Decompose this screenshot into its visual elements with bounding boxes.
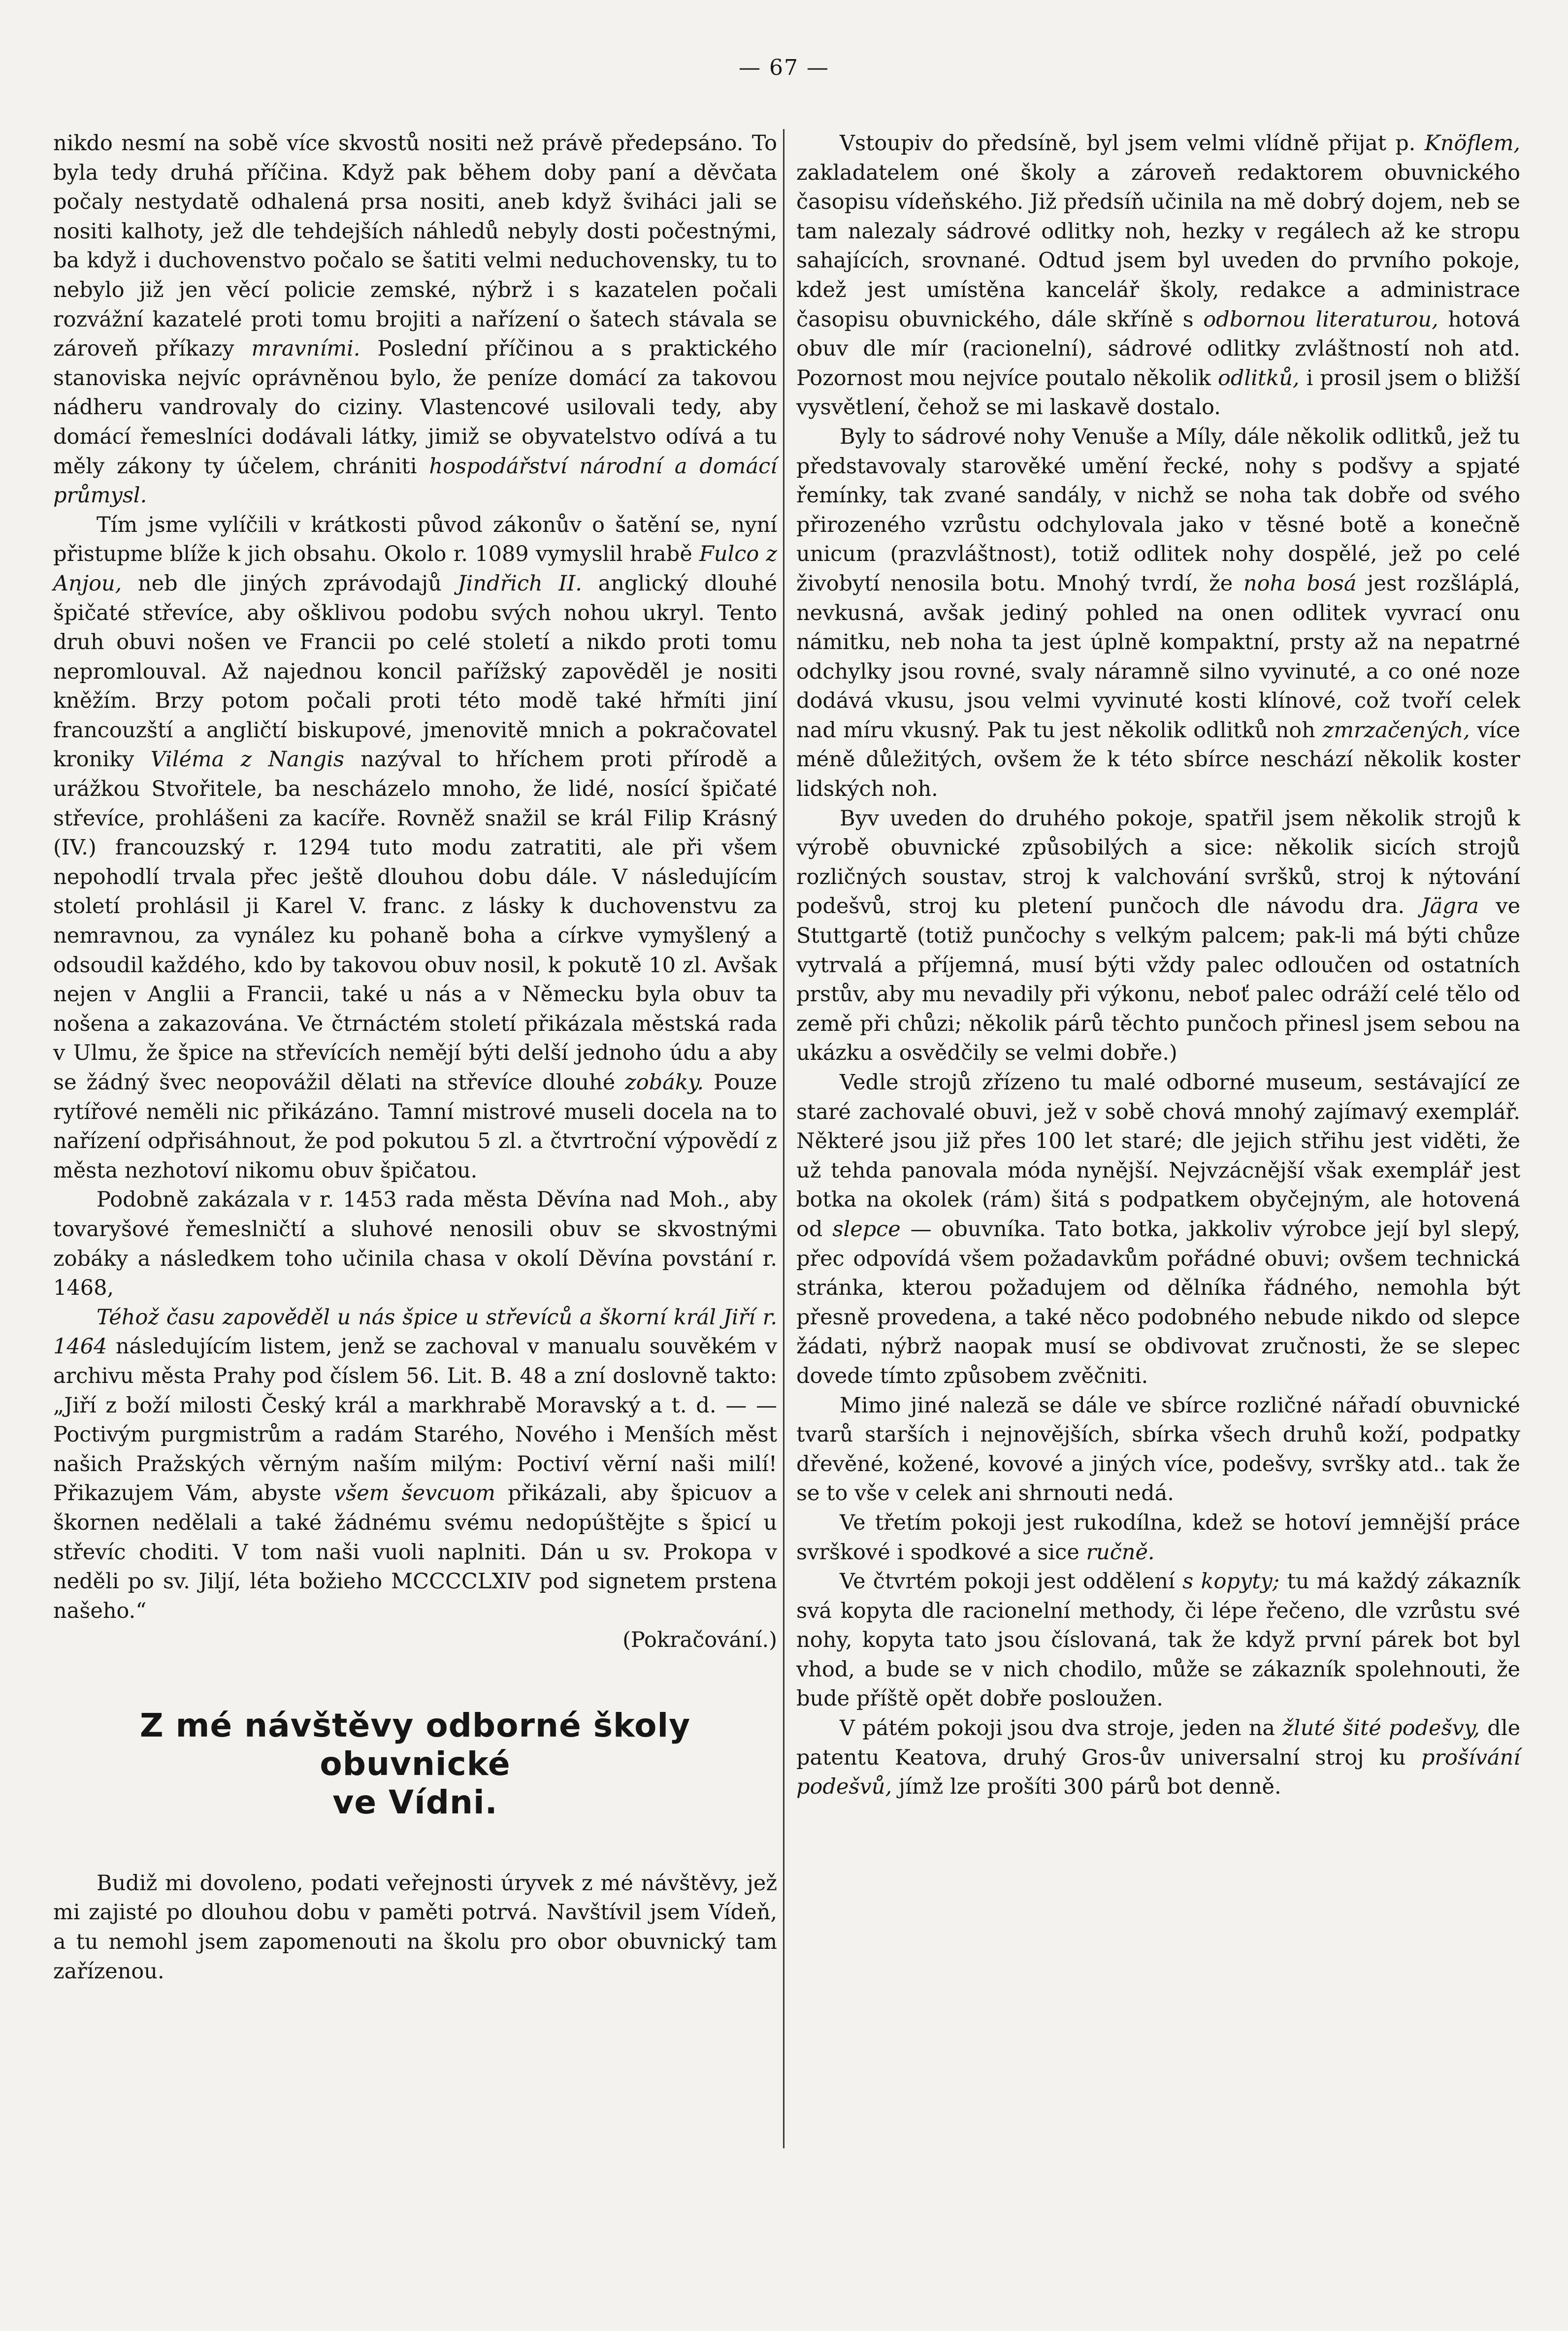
- paragraph: nikdo nesmí na sobě více skvostů nositi než právě předepsáno. To byla tedy druhá příčina. Když pak během doby paní a děvčata počaly nestydatě odhalená prsa nositi, aneb když šviháci jali se nositi kalhoty, jež dle tehdejších náhledů nebyly dosti počestnými, ba když i duchovenstvo počalo se šatiti velmi neduchovensky, tu to nebylo již jen věcí policie zemské, nýbrž i s kazatelen počali rozvážní kazatelé proti tomu brojiti a nařízení o šatech stávala se zároveň příkazy mravními. Poslední příčinou a s praktického stanoviska nejvíc oprávněnou bylo, že peníze domácí za takovou nádheru vandrovaly do ciziny. Vlastencové usilovali tedy, aby domácí řemeslníci dodávali látky, jimiž se obyvatelstvo odívá a tu měly zákony ty účelem, chrániti hospodářství národní a domácí průmysl.: [53, 131, 778, 508]
- paragraph: Vstoupiv do předsíně, byl jsem velmi vlídně přijat p. Knöflem, zakladatelem oné školy a zároveň redaktorem obuvnického časopisu vídeňského. Již předsíň učinila na mě dobrý dojem, neb se tam nalezaly sádrové odlitky noh, hezky v regálech až ke stropu sahajících, srovnané. Odtud jsem byl uveden do prvního pokoje, kdež jest umístěna kancelář školy, redakce a administrace časopisu obuvnického, dále skříně s odbornou literaturou, hotová obuv dle mír (racionelní), sádrové odlitky zvláštností noh atd. Pozornost mou nejvíce poutalo několik odlitků, i prosil jsem o bližší vysvětlení, čehož se mi laskavě dostalo.: [796, 131, 1521, 420]
- paragraph: Mimo jiné naleză se dále ve sbírce rozličné nářadí obuvnické tvarů starších i nejnovějších, sbírka všech druhů koží, podpatky dřevěné, kožené, kovové a jiných více, podešvy, svršky atd.. tak že se to vše v celek ani shrnouti nedá.: [796, 1393, 1520, 1506]
- paragraph: Vedle strojů zřízeno tu malé odborné museum, sestávající ze staré zachovalé obuvi, jež v sobě chová mnohý zajímavý exemplář. Některé jsou již přes 100 let staré; dle jejich střihu jest viděti, že už tehda panovala móda nynější. Nejvzácnější však exemplář jest botka na okolek (rám) šitá s podpatkem obyčejným, ale hotovená od slepce — obuvníka. Tato botka, jakkoliv výrobce její byl slepý, přec odpovídá všem požadavkům pořádné obuvi; ovšem technická stránka, kterou požadujem od dělníka řádného, nemohla být přesně provedena, a také něco podobného nebude nikdo od slepce žádati, nýbrž naopak musí se obdivovat zručnosti, že se slepec dovede tímto způsobem zvěčniti.: [796, 1070, 1520, 1388]
- article-heading: Z mé návštěvy odborné školy obuvnické ve Vídni.: [139, 1706, 691, 1821]
- paragraph: Budiž mi dovoleno, podati veřejnosti úryvek z mé návštěvy, jež mi zajisté po dlouhou dobu v paměti potrvá. Navštívil jsem Vídeň, a tu nemohl jsem zapomenouti na školu pro obor obuvnický tam zařízenou.: [53, 1871, 777, 1984]
- left-column: [53, 129, 777, 1986]
- page-number: — 67 —: [739, 55, 829, 80]
- paragraph: Byv uveden do druhého pokoje, spatřil jsem několik strojů k výrobě obuvnické způsobilých a sice: několik sicích strojů rozličných soustav, stroj k valchování svršků, stroj k nýtování podešvů, stroj ku pletení punčoch dle návodu dra. Jägra ve Stuttgartě (totiž punčochy s velkým palcem; pak-li má býti chůze vytrvalá a příjemná, musí býti vždy palec odloučen od ostatních prstův, aby mu nevadily při výkonu, neboť palec odráží celé tělo od země při chůzi; několik párů těchto punčoch přinesl jsem sebou na ukázku a osvědčily se velmi dobře.): [796, 806, 1521, 1066]
- paragraph: Podobně zakázala v r. 1453 rada města Děvína nad Moh., aby tovaryšové řemeslničtí a sluhové nenosili obuv se skvostnými zobáky a následkem toho učinila chasa v okolí Děvína povstání r. 1468,: [53, 1187, 777, 1301]
- paragraph: Téhož času zapověděl u nás špice u střevíců a škorní král Jiří r. 1464 následujícím listem, jenž se zachoval v manualu souvěkém v archivu města Prahy pod číslem 56. Lit. B. 48 a zní doslovně takto: „Jiří z boží milosti Český král a markhrabě Moravský a t. d. — — Poctivým purgmistrům a radám Starého, Nového i Menších měst našich Pražských věrným naším milým: Poctiví věrní naši milí! Přikazujem Vám, abyste všem ševcuom přikázali, aby špicuov a škornen nedělali a také žádnému svému nedopúštějte s špicí u střevíc choditi. V tom naši vuoli naplniti. Dán u sv. Prokopa v neděli po sv. Jiljí, léta božieho MCCCCLXIV pod signetem prstena našeho.“ (Pokračování.): [53, 1303, 777, 1655]
- continuation-note: (Pokračování.): [622, 1628, 777, 1653]
- right-column: [796, 129, 1520, 1802]
- paragraph: Tím jsme vylíčili v krátkosti původ zákonův o šatění se, nyní přistupme blíže k jich obsahu. Okolo r. 1089 vymyslil hrabě Fulco z Anjou, neb dle jiných zprávodajů Jindřich II. anglický dlouhé špičaté střevíce, aby ošklivou podobu svých nohou ukryl. Tento druh obuvi nošen ve Francii po celé století a nikdo proti tomu nepromlouval. Až najednou koncil pařížský zapověděl je nositi kněžím. Brzy potom počali proti této modě také hřmíti jiní francouzští a angličtí biskupové, jmenovitě mnich a pokračovatel kroniky Viléma z Nangis nazýval to hříchem proti přírodě a urážkou Stvořitele, ba nescházelo mnoho, že lidé, nosící špičaté střevíce, prohlášeni za kacíře. Rovněž snažil se král Filip Krásný (IV.) francouzský r. 1294 tuto modu zatratiti, ale při všem nepohodlí trvala přec ještě dlouhou dobu dále. V následujícím století prohlásil ji Karel V. franc. z lásky k duchovenstvu za nemravnou, za vynález ku pohaně boha a církve vymyšlený a odsoudil každého, kdo by takovou obuv nosil, k pokutě 10 zl. Avšak nejen v Anglii a Francii, také u nás a v Německu byla obuv ta nošena a zakazována. Ve čtrnáctém století přikázala městská rada v Ulmu, že špice na střevících nemějí býti delší jednoho údu a aby se žádný švec neopovážil dělati na střevíce dlouhé zobáky. Pouze rytířové neměli nic přikázáno. Tamní mistrové museli docela na to nařízení odpřisáhnout, že pod pokutou 5 zl. a čtvrtroční výpovědí z města nezhotoví nikomu obuv špičatou.: [53, 512, 778, 1183]
- paragraph: Ve čtvrtém pokoji jest oddělení s kopyty; tu má každý zákazník svá kopyta dle racionelní methody, či lépe řečeno, dle vzrůstu své nohy, kopyta tato jsou číslovaná, tak že když první párek bot byl vhod, a bude se v nich chodilo, může se zákazník spolehnouti, že bude příště opět dobře posloužen.: [796, 1569, 1521, 1711]
- column-divider: [783, 129, 784, 2148]
- paragraph: Byly to sádrové nohy Venuše a Míly, dále několik odlitků, jež tu představovaly starověké umění řecké, nohy s podšvy a spjaté řemínky, tak zvané sandály, v nichž se noha tak dobře od svého přirozeného vzrůstu odchylovala jako v těsné botě a konečně unicum (prazvláštnost), totiž odlitek nohy dospělé, jež po celé živobytí nenosila botu. Mnohý tvrdí, že noha bosá jest rozšláplá, nevkusná, avšak jediný pohled na onen odlitek vyvrací onu námitku, neb noha ta jest úplně kompaktní, prsty až na nepatrné odchylky jsou rovné, svaly náramně silno vyvinuté, a co oné noze dodává vkusu, jsou velmi vyvinuté kosti klínové, což tvoří celek nad míru vkusný. Pak tu jest několik odlitků noh zmrzačených, více méně důležitých, ovšem že k této sbírce neschází několik koster lidských noh.: [796, 424, 1521, 802]
- paragraph: Ve třetím pokoji jest rukodílna, kdež se hotoví jemnější práce svrškové i spodkové a sice ručně.: [796, 1510, 1520, 1565]
- paragraph: V pátém pokoji jsou dva stroje, jeden na žluté šité podešvy, dle patentu Keatova, druhý Gros-ův universalní stroj ku prošívání podešvů, jímž lze prošíti 300 párů bot denně.: [796, 1716, 1521, 1800]
